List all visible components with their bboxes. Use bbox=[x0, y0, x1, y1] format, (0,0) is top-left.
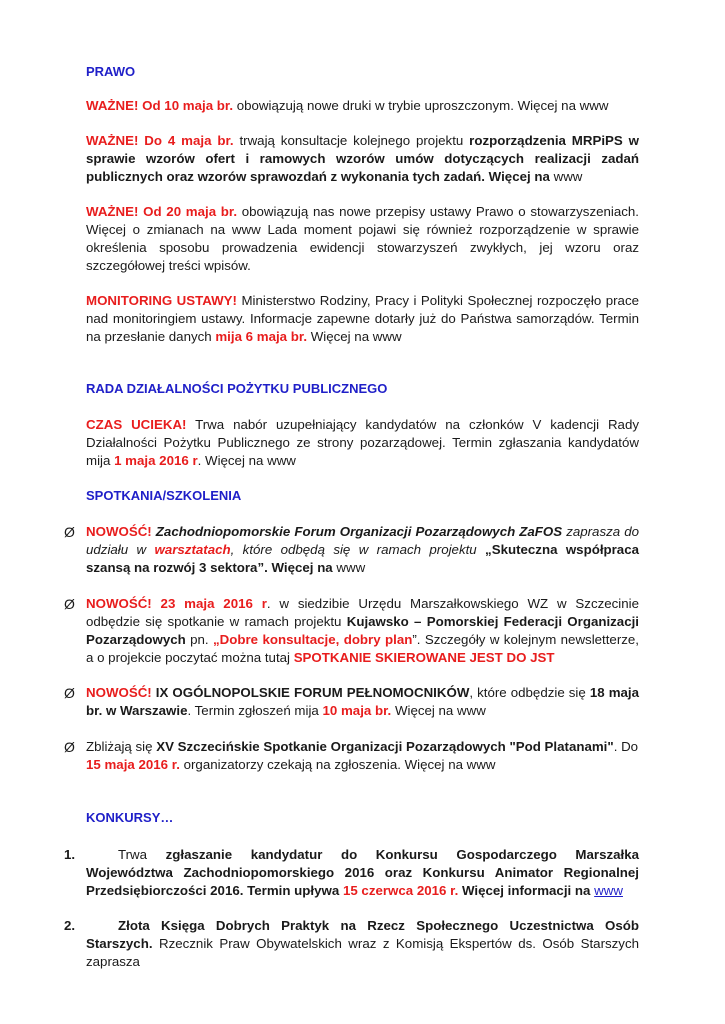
konkursy-item-1 bbox=[86, 846, 639, 900]
k1-bold-1: zgłaszanie kandydatur do Konkursu Gospodarczego Marszałka Województwa Zachodniopomorskiego 2016 oraz Konkursu Animator Regionalnej Przedsiębiorczości 2016. Termin upływa bbox=[86, 847, 639, 898]
k1-text-1: Trwa bbox=[118, 847, 166, 862]
prawo-p1-lead: WAŻNE! Od 10 maja br. bbox=[86, 98, 234, 113]
k1-link[interactable]: www bbox=[594, 883, 623, 898]
s1-text-2: , które odbędą się w ramach projektu bbox=[230, 542, 486, 557]
rada-lead: CZAS UCIEKA! bbox=[86, 417, 187, 432]
bullet-icon: Ø bbox=[64, 685, 75, 701]
s2-text-1: . w siedzibie Urzędu Marszałkowskiego WZ w Szczecinie odbędzie się spotkanie w ramach projektu bbox=[86, 596, 639, 629]
s4-event: XV Szczecińskie Spotkanie Organizacji Pozarządowych "Pod Platanami" bbox=[156, 739, 614, 754]
prawo-p2-link-text[interactable]: www bbox=[549, 169, 583, 184]
s1-lead: NOWOŚĆ! bbox=[86, 524, 152, 539]
k1-deadline: 15 czerwca 2016 r. bbox=[342, 883, 459, 898]
konkursy-number-2: 2. bbox=[64, 918, 76, 933]
s3-forum: IX OGÓLNOPOLSKIE FORUM PEŁNOMOCNIKÓW bbox=[151, 685, 470, 700]
prawo-p1-text: obowiązują nowe druki w trybie uproszczonym. Więcej na www bbox=[233, 98, 609, 113]
prawo-p4-lead: MONITORING USTAWY! bbox=[86, 293, 237, 308]
s1-project: „Skuteczna współpraca szansą na rozwój 3 sektora”. Więcej na bbox=[86, 542, 639, 575]
s2-notice: SPOTKANIE SKIEROWANE JEST DO JST bbox=[293, 650, 555, 665]
s2-title: „Dobre konsultacje, dobry plan bbox=[213, 632, 413, 647]
spotkania-item-1 bbox=[86, 523, 639, 577]
k1-bold-2: Więcej informacji na bbox=[458, 883, 595, 898]
s3-text-1: , które odbędzie się bbox=[469, 685, 590, 700]
k2-text-1: Rzecznik Praw Obywatelskich wraz z Komisją Ekspertów ds. Osób Starszych zaprasza bbox=[86, 936, 639, 969]
s3-date-place: 18 maja br. w Warszawie bbox=[86, 685, 639, 718]
s4-text-2: . Do bbox=[613, 739, 639, 754]
prawo-p3-lead: WAŻNE! Od 20 maja br. bbox=[86, 204, 238, 219]
section-heading-konkursy: KONKURSY… bbox=[86, 810, 174, 825]
rada-text: Trwa nabór uzupełniający kandydatów na członków V kadencji Rady Działalności Pożytku Publicznego ze strony pozarządowej. Termin zgłaszania kandydatów mija bbox=[86, 417, 639, 468]
s4-deadline: 15 maja 2016 r. bbox=[86, 757, 180, 772]
s3-lead: NOWOŚĆ! bbox=[86, 685, 152, 700]
prawo-paragraph-1 bbox=[86, 97, 639, 115]
bullet-icon: Ø bbox=[64, 596, 75, 612]
prawo-p4-deadline: mija 6 maja br. bbox=[215, 329, 308, 344]
s3-deadline: 10 maja br. bbox=[322, 703, 392, 718]
prawo-p2-bold: rozporządzenia MRPiPS w sprawie wzorów ofert i ramowych wzorów umów dotyczących realizacji zadań publicznych oraz wzorów sprawozdań z wykonania tych zadań. Więcej na bbox=[86, 133, 639, 184]
s1-workshops: warsztatach bbox=[154, 542, 231, 557]
s1-org: Zachodniopomorskie Forum Organizacji Pozarządowych ZaFOS bbox=[151, 524, 563, 539]
k2-title: Złota Księga Dobrych Praktyk na Rzecz Społecznego Uczestnictwa Osób Starszych. bbox=[86, 918, 639, 951]
section-heading-spotkania: SPOTKANIA/SZKOLENIA bbox=[86, 488, 242, 503]
rada-more: . Więcej na www bbox=[197, 453, 296, 468]
bullet-icon: Ø bbox=[64, 739, 75, 755]
s3-text-2: . Termin zgłoszeń mija bbox=[187, 703, 323, 718]
prawo-paragraph-2 bbox=[86, 132, 639, 186]
s1-text-1: zaprasza do udziału w bbox=[86, 524, 639, 557]
bullet-icon: Ø bbox=[64, 524, 75, 540]
konkursy-number-1: 1. bbox=[64, 847, 76, 862]
section-heading-prawo: PRAWO bbox=[86, 64, 136, 79]
rada-deadline: 1 maja 2016 r bbox=[114, 453, 198, 468]
s4-text-3: organizatorzy czekają na zgłoszenia. Więcej na www bbox=[179, 757, 496, 772]
konkursy-item-2 bbox=[86, 917, 639, 971]
spotkania-item-3 bbox=[86, 684, 639, 720]
prawo-paragraph-4 bbox=[86, 292, 639, 346]
spotkania-item-2 bbox=[86, 595, 639, 667]
prawo-paragraph-3 bbox=[86, 203, 639, 275]
spotkania-item-4 bbox=[86, 738, 639, 774]
prawo-p2-text: trwają konsultacje kolejnego projektu bbox=[233, 133, 470, 148]
s1-www: www bbox=[332, 560, 366, 575]
rada-paragraph bbox=[86, 416, 639, 470]
s4-text-1: Zbliżają się bbox=[86, 739, 157, 754]
s3-text-3: Więcej na www bbox=[391, 703, 486, 718]
prawo-p3-text: obowiązują nas nowe przepisy ustawy Prawo o stowarzyszeniach. Więcej o zmianach na www Lada moment pojawi się również rozporządzenie w sprawie określenia sposobu prowadzenia ewidencji stowarzyszeń zwykłych, jej wzoru oraz szczegółowej treści wpisów. bbox=[86, 204, 639, 273]
section-heading-rada: RADA DZIAŁALNOŚCI POŻYTKU PUBLICZNEGO bbox=[86, 381, 388, 396]
prawo-p4-more: Więcej na www bbox=[307, 329, 402, 344]
prawo-p4-text: Ministerstwo Rodziny, Pracy i Polityki Społecznej rozpoczęło prace nad monitoringiem ustawy. Informacje zapewne dotarły już do Państwa samorządów. Termin na przesłanie danych bbox=[86, 293, 639, 344]
prawo-p2-lead: WAŻNE! Do 4 maja br. bbox=[86, 133, 234, 148]
s2-text-3: ”. Szczegóły w kolejnym newsletterze, a o projekcie poczytać można tutaj bbox=[86, 632, 639, 665]
s2-federation: Kujawsko – Pomorskiej Federacji Organizacji Pozarządowych bbox=[86, 614, 639, 647]
s2-text-2: pn. bbox=[185, 632, 214, 647]
s2-lead: NOWOŚĆ! 23 maja 2016 r bbox=[86, 596, 267, 611]
